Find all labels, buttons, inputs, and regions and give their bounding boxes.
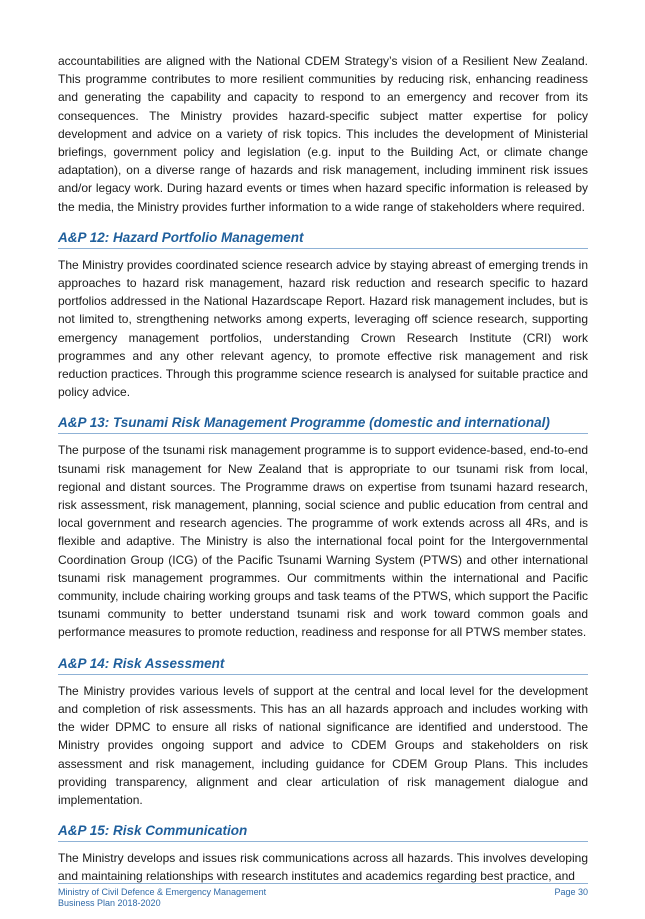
section-body: The purpose of the tsunami risk management programme is to support evidence-based, end-to-end tsunami risk management for New Zealand that is appropriate to our tsunami risk from local, regional and distant sources. The Programme draws on expertise from tsunami hazard research, risk assessment, risk management, planning, social science and public education from central and local government and research agencies. The programme of work extends across all 4Rs, and is flexible and adaptive. The Ministry is also the international focal point for the Intergovernmental Coordination Group (ICG) of the Pacific Tsunami Warning System (PTWS) and other international tsunami risk management programmes. Our commitments within the international and Pacific community, include chairing working groups and task teams of the PTWS, which support the Pacific tsunami community to better understand tsunami risk and work toward common goals and performance measures to promote reduction, readiness and response for all PTWS member states.: [58, 443, 588, 640]
section-ap12: [58, 230, 588, 402]
section-heading: A&P 12: Hazard Portfolio Management: [58, 230, 588, 249]
section-body: The Ministry provides coordinated science research advice by staying abreast of emerging trends in approaches to hazard risk management, hazard risk reduction and research specific to hazard portfolios addressed in the National Hazardscape Report. Hazard risk management includes, but is not limited to, strengthening networks among experts, leveraging off science research, supporting emergency management portfolios, understanding Crown Research Institute (CRI) work programmes and any other relevant agency, to promote effective risk management and risk reduction practices. Through this programme science research is analysed for suitable practice and policy advice.: [58, 257, 588, 400]
section-heading: A&P 13: Tsunami Risk Management Programme (domestic and international): [58, 415, 588, 434]
footer-document-title: Business Plan 2018-2020: [58, 898, 161, 908]
section-heading: A&P 15: Risk Communication: [58, 823, 588, 842]
page-number: Page 30: [554, 887, 588, 897]
section-body: The Ministry provides various levels of support at the central and local level for the development and completion of risk assessments. This has an all hazards approach and includes working with the wider DPMC to ensure all risks of national significance are identified and understood. The Ministry provides ongoing support and advice to CDEM Groups and stakeholders on risk assessment and risk management, including guidance for CDEM Group Plans. This includes providing transparency, alignment and clear articulation of risk management dialogue and implementation.: [58, 683, 588, 807]
intro-paragraph: accountabilities are aligned with the National CDEM Strategy’s vision of a Resilient New Zealand. This programme contributes to more resilient communities by reducing risk, enhancing readiness and generating the capability and capacity to respond to an emergency and recover from its consequences. The Ministry provides hazard-specific subject matter expertise for policy development and advice on a variety of risk topics. This includes the development of Ministerial briefings, government policy and legislation (e.g. input to the Building Act, or climate change adaptation), on a diverse range of hazards and risk management, including imminent risk issues and/or legacy work. During hazard events or times when hazard specific information is released by the media, the Ministry provides further information to a wide range of stakeholders where required.: [58, 54, 588, 214]
page-footer: [58, 883, 588, 909]
section-heading: A&P 14: Risk Assessment: [58, 656, 588, 675]
section-body: The Ministry develops and issues risk communications across all hazards. This involves developing and maintaining relationships with research institutes and academics regarding best practice, and: [58, 851, 588, 884]
section-ap14: [58, 656, 588, 809]
footer-organization: Ministry of Civil Defence & Emergency Management: [58, 887, 267, 897]
section-ap15: [58, 823, 588, 885]
section-ap13: [58, 415, 588, 641]
page-content: [58, 52, 588, 886]
